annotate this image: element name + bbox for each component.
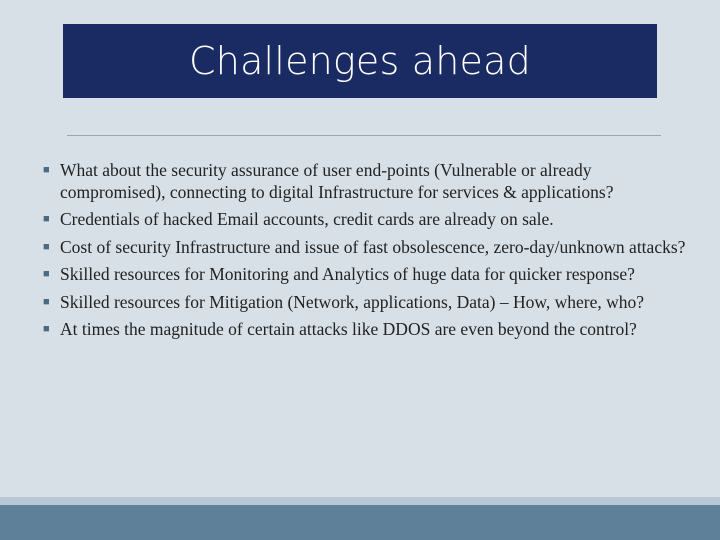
title-banner — [63, 24, 657, 98]
footer-bar — [0, 505, 720, 540]
footer-accent-strip — [0, 497, 720, 505]
square-bullet-icon: ■ — [43, 240, 50, 253]
square-bullet-icon: ■ — [43, 213, 50, 225]
bullet-text: Credentials of hacked Email accounts, credit cards are already on sale. — [60, 209, 554, 229]
bullet-text: Skilled resources for Monitoring and Analytics of huge data for quicker response? — [60, 264, 635, 284]
bullet-item — [43, 264, 693, 286]
bullet-text: Skilled resources for Mitigation (Network, applications, Data) – How, where, who? — [60, 291, 644, 312]
square-bullet-icon: ■ — [43, 268, 50, 280]
bullet-text: At times the magnitude of certain attacks like DDOS are even beyond the control? — [60, 319, 637, 339]
square-bullet-icon: ■ — [43, 295, 50, 308]
title-divider — [67, 135, 661, 136]
bullet-item — [43, 319, 693, 341]
bullet-item — [43, 160, 693, 203]
bullet-list — [43, 160, 693, 347]
bullet-text: Cost of security Infrastructure and issue of fast obsolescence, zero-day/unknown attacks? — [60, 236, 686, 257]
bullet-item — [43, 209, 693, 231]
slide-title: Challenges ahead — [189, 39, 531, 83]
bullet-item — [43, 292, 693, 314]
square-bullet-icon: ■ — [43, 323, 50, 335]
bullet-item — [43, 237, 693, 259]
bullet-text: What about the security assurance of user end-points (Vulnerable or already compromised), connecting to digital Infrastructure for services & applications? — [60, 160, 614, 202]
square-bullet-icon: ■ — [43, 164, 50, 176]
